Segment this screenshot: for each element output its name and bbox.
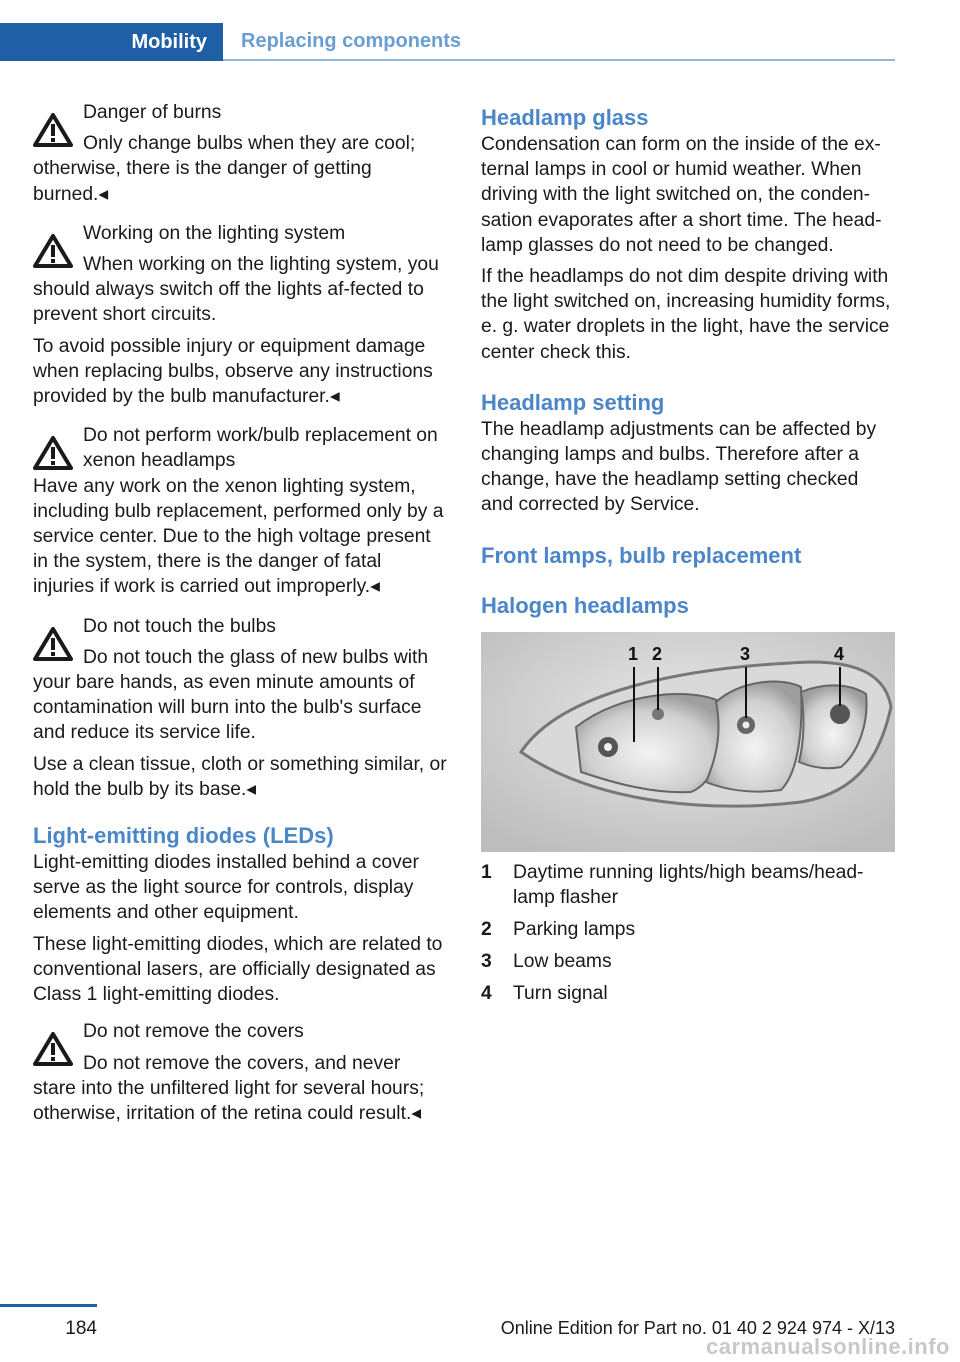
warning-block bbox=[33, 614, 447, 802]
list-item-number: 2 bbox=[481, 919, 492, 941]
list-item bbox=[481, 981, 895, 1006]
watermark: carmanualsonline.info bbox=[706, 1334, 950, 1359]
list-item-number: 3 bbox=[481, 951, 492, 973]
body-paragraph: If the headlamps do not dim despite driving with the light switched on, increasing humidity forms, e. g. water droplets in the light, have the service center check this. bbox=[481, 266, 891, 363]
list-item-text: Turn signal bbox=[513, 983, 608, 1005]
warning-block bbox=[33, 221, 447, 409]
warning-text: To avoid possible injury or equipment damage when replacing bulbs, observe any instructions provided by the bulb manufacturer.◂ bbox=[33, 335, 433, 408]
section-heading-front-lamps: Front lamps, bulb replacement bbox=[481, 542, 802, 568]
list-item-number: 4 bbox=[481, 983, 492, 1005]
warning-title: Do not touch the bulbs bbox=[83, 615, 276, 637]
warning-text: Have any work on the xenon lighting system, including bulb replacement, performed only by a service center. Due to the high voltage present in the system, there is the danger of fatal injuries if work is carried out improperly.◂ bbox=[33, 475, 444, 598]
warning-icon bbox=[33, 626, 73, 662]
edition-note: Online Edition for Part no. 01 40 2 924 974 - X/13 bbox=[500, 1318, 895, 1338]
figure-label: 1 bbox=[628, 643, 639, 664]
list-item-text: Daytime running lights/high beams/head-lamp flasher bbox=[513, 861, 864, 908]
section-heading-headlamp-glass: Headlamp glass bbox=[481, 105, 649, 130]
subsection-tab: Replacing components bbox=[223, 23, 895, 61]
list-item-text: Low beams bbox=[513, 951, 612, 973]
footer-rule bbox=[0, 1304, 97, 1307]
section-heading-headlamp-setting: Headlamp setting bbox=[481, 389, 665, 415]
warning-text: Do not touch the glass of new bulbs with your bare hands, as even minute amounts of contamination will burn into the bulb's surface and reduce its service life. bbox=[33, 646, 429, 744]
figure-label: 3 bbox=[740, 643, 751, 664]
section-tab-mobility: Mobility bbox=[0, 23, 223, 61]
list-item bbox=[481, 860, 895, 910]
warning-icon bbox=[33, 1031, 73, 1067]
body-paragraph: Light-emitting diodes installed behind a cover serve as the light source for controls, display elements and other equipment. bbox=[33, 852, 419, 924]
warning-block bbox=[33, 1019, 447, 1126]
body-paragraph: Condensation can form on the inside of the ex-ternal lamps in cool or humid weather. When driving with the light switched on, the conden-sation evaporates after a short time. The head-lamp glasses do not need to be changed. bbox=[481, 134, 882, 256]
warning-text: Do not remove the covers, and never stare into the unfiltered light for several hours; otherwise, irritation of the retina could result.◂ bbox=[33, 1052, 425, 1124]
warning-icon bbox=[33, 112, 73, 148]
left-column bbox=[33, 100, 447, 1126]
warning-title: Do not remove the covers bbox=[83, 1021, 304, 1043]
warning-title: Do not perform work/bulb replacement on xenon headlamps bbox=[83, 425, 438, 472]
warning-text: Only change bulbs when they are cool; otherwise, there is the danger of getting burned.◂ bbox=[33, 133, 416, 205]
page-header bbox=[0, 23, 895, 61]
page-number: 184 bbox=[65, 1318, 97, 1339]
figure-legend bbox=[481, 860, 895, 1007]
list-item-number: 1 bbox=[481, 861, 492, 883]
list-item bbox=[481, 917, 895, 942]
section-heading-leds: Light-emitting diodes (LEDs) bbox=[33, 823, 334, 849]
warning-title: Danger of burns bbox=[83, 102, 222, 123]
figure-label: 2 bbox=[652, 643, 663, 664]
section-heading-halogen: Halogen headlamps bbox=[481, 592, 689, 618]
warning-text: When working on the lighting system, you should always switch off the lights af-fected to prevent short circuits. bbox=[33, 254, 439, 326]
warning-block bbox=[33, 423, 447, 599]
warning-block bbox=[33, 100, 447, 207]
warning-icon bbox=[33, 435, 73, 471]
list-item-text: Parking lamps bbox=[513, 919, 636, 941]
warning-title: Working on the lighting system bbox=[83, 222, 346, 244]
list-item bbox=[481, 949, 895, 974]
headlamp-figure bbox=[481, 632, 895, 852]
warning-text: Use a clean tissue, cloth or something similar, or hold the bulb by its base.◂ bbox=[33, 753, 447, 800]
body-paragraph: The headlamp adjustments can be affected by changing lamps and bulbs. Therefore after a change, have the headlamp setting checked and corrected by Service. bbox=[481, 418, 877, 516]
body-paragraph: These light-emitting diodes, which are related to conventional lasers, are officially designated as Class 1 light-emitting diodes. bbox=[33, 933, 443, 1006]
warning-icon bbox=[33, 233, 73, 269]
right-column bbox=[481, 104, 895, 1014]
figure-label: 4 bbox=[834, 643, 845, 664]
